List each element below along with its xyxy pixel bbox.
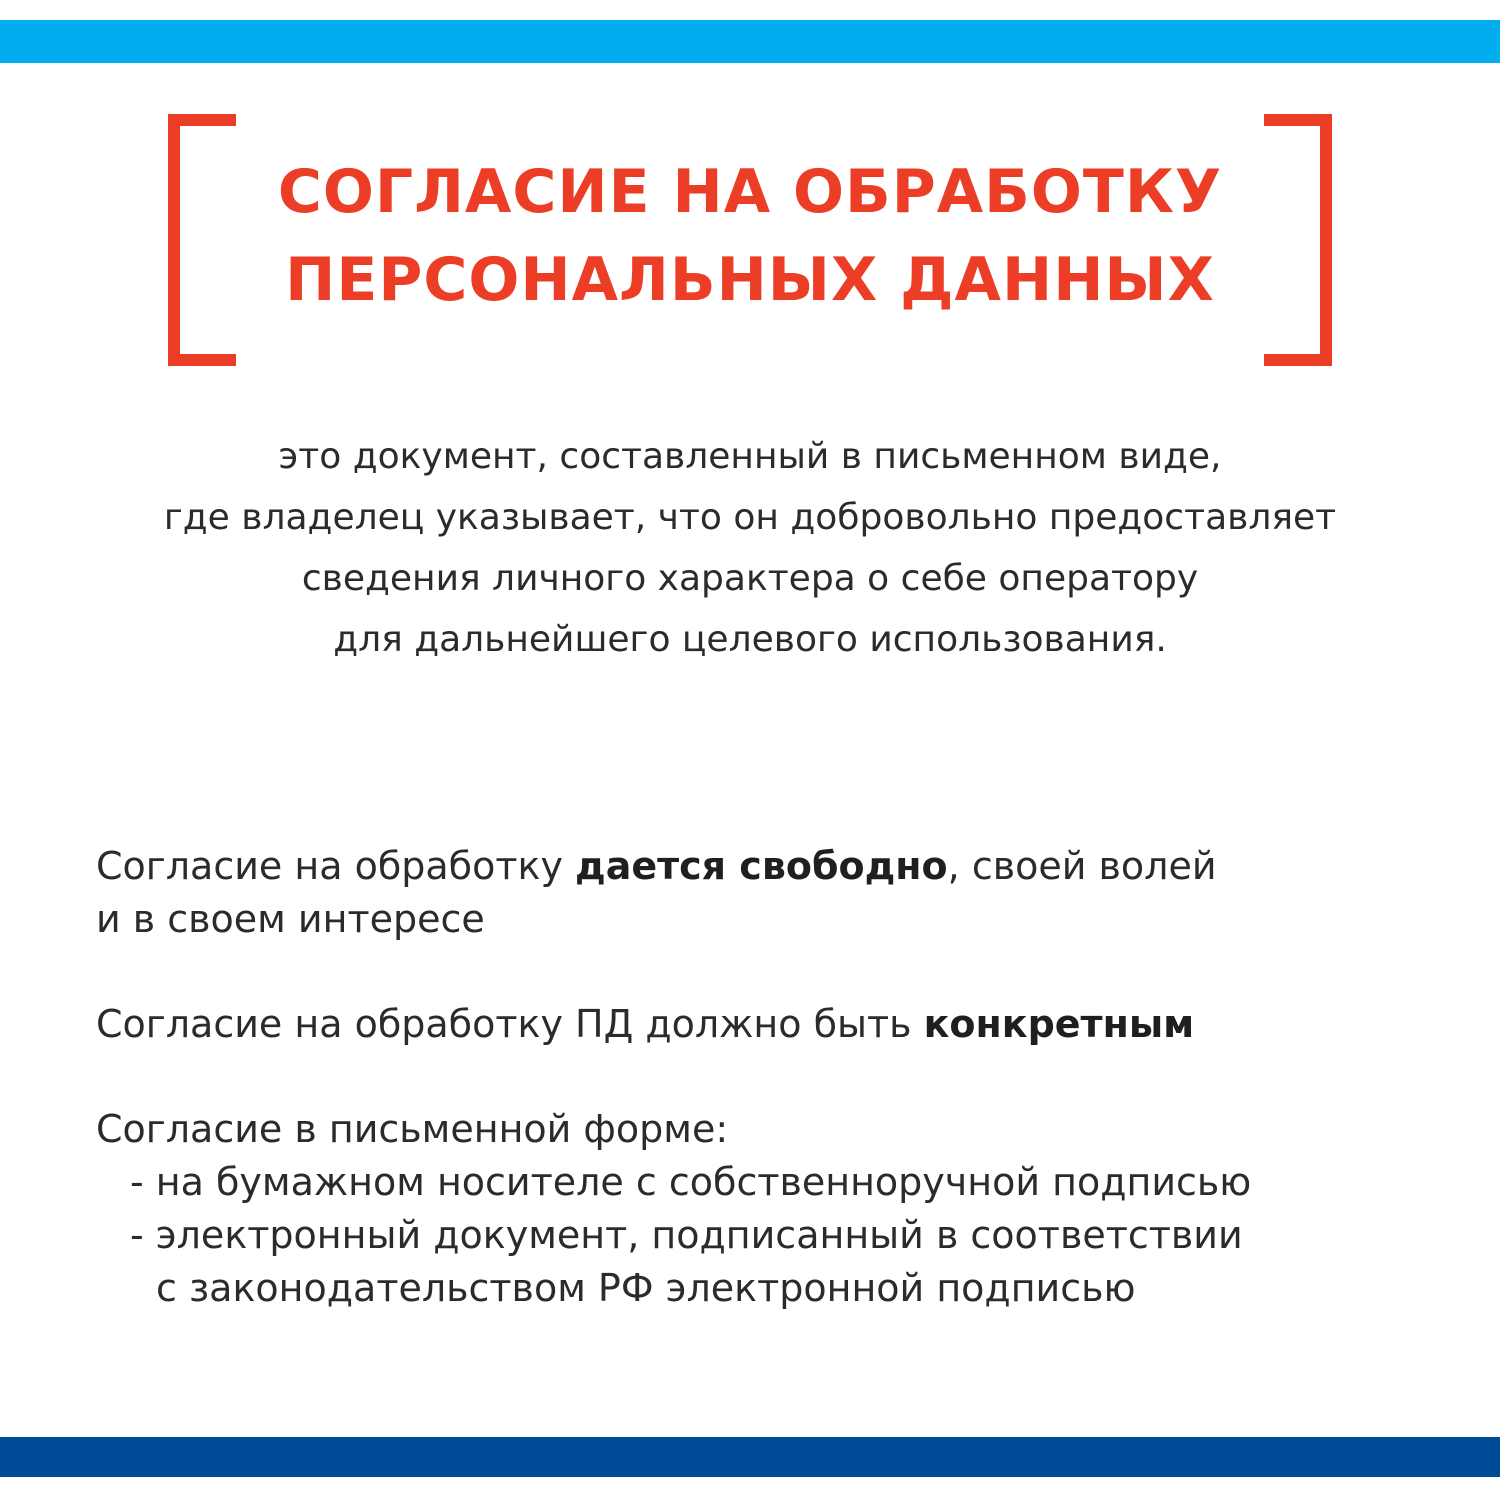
title-line-2: ПЕРСОНАЛЬНЫХ ДАННЫХ — [285, 245, 1215, 315]
statement-1-text-after: , своей волей — [947, 844, 1217, 888]
statement-2-text-before: Согласие на обработку ПД должно быть — [96, 1002, 924, 1046]
page-title — [250, 148, 1250, 324]
statement-1-text-before: Согласие на обработку — [96, 844, 576, 888]
statement-1-line-1 — [96, 840, 1476, 893]
definition-line-1: это документ, составленный в письменном виде, — [278, 436, 1222, 477]
spacer — [96, 946, 1476, 998]
bottom-accent-bar — [0, 1437, 1500, 1477]
statement-1-line-2: и в своем интересе — [96, 897, 485, 941]
statement-3-item-2-line-2: с законодательством РФ электронной подписью — [156, 1266, 1136, 1310]
definition-line-2: где владелец указывает, что он добровольно предоставляет — [163, 497, 1337, 538]
left-bracket — [168, 114, 236, 366]
title-line-1: СОГЛАСИЕ НА ОБРАБОТКУ — [277, 157, 1223, 227]
statement-3-item-1: - на бумажном носителе с собственноручной подписью — [130, 1160, 1252, 1204]
statements-block — [96, 840, 1476, 1315]
definition-line-3: сведения личного характера о себе оператору — [301, 558, 1199, 599]
spacer — [96, 1051, 1476, 1103]
definition-paragraph — [40, 426, 1460, 670]
statement-3-heading: Согласие в письменной форме: — [96, 1107, 729, 1151]
definition-line-4: для дальнейшего целевого использования. — [333, 619, 1167, 660]
statement-3-item-2-line-1: - электронный документ, подписанный в соответствии — [130, 1213, 1243, 1257]
statement-2-emphasis: конкретным — [923, 1002, 1195, 1046]
right-bracket — [1264, 114, 1332, 366]
statement-2 — [96, 998, 1476, 1051]
statement-1-emphasis: дается свободно — [575, 844, 948, 888]
top-accent-bar — [0, 20, 1500, 63]
